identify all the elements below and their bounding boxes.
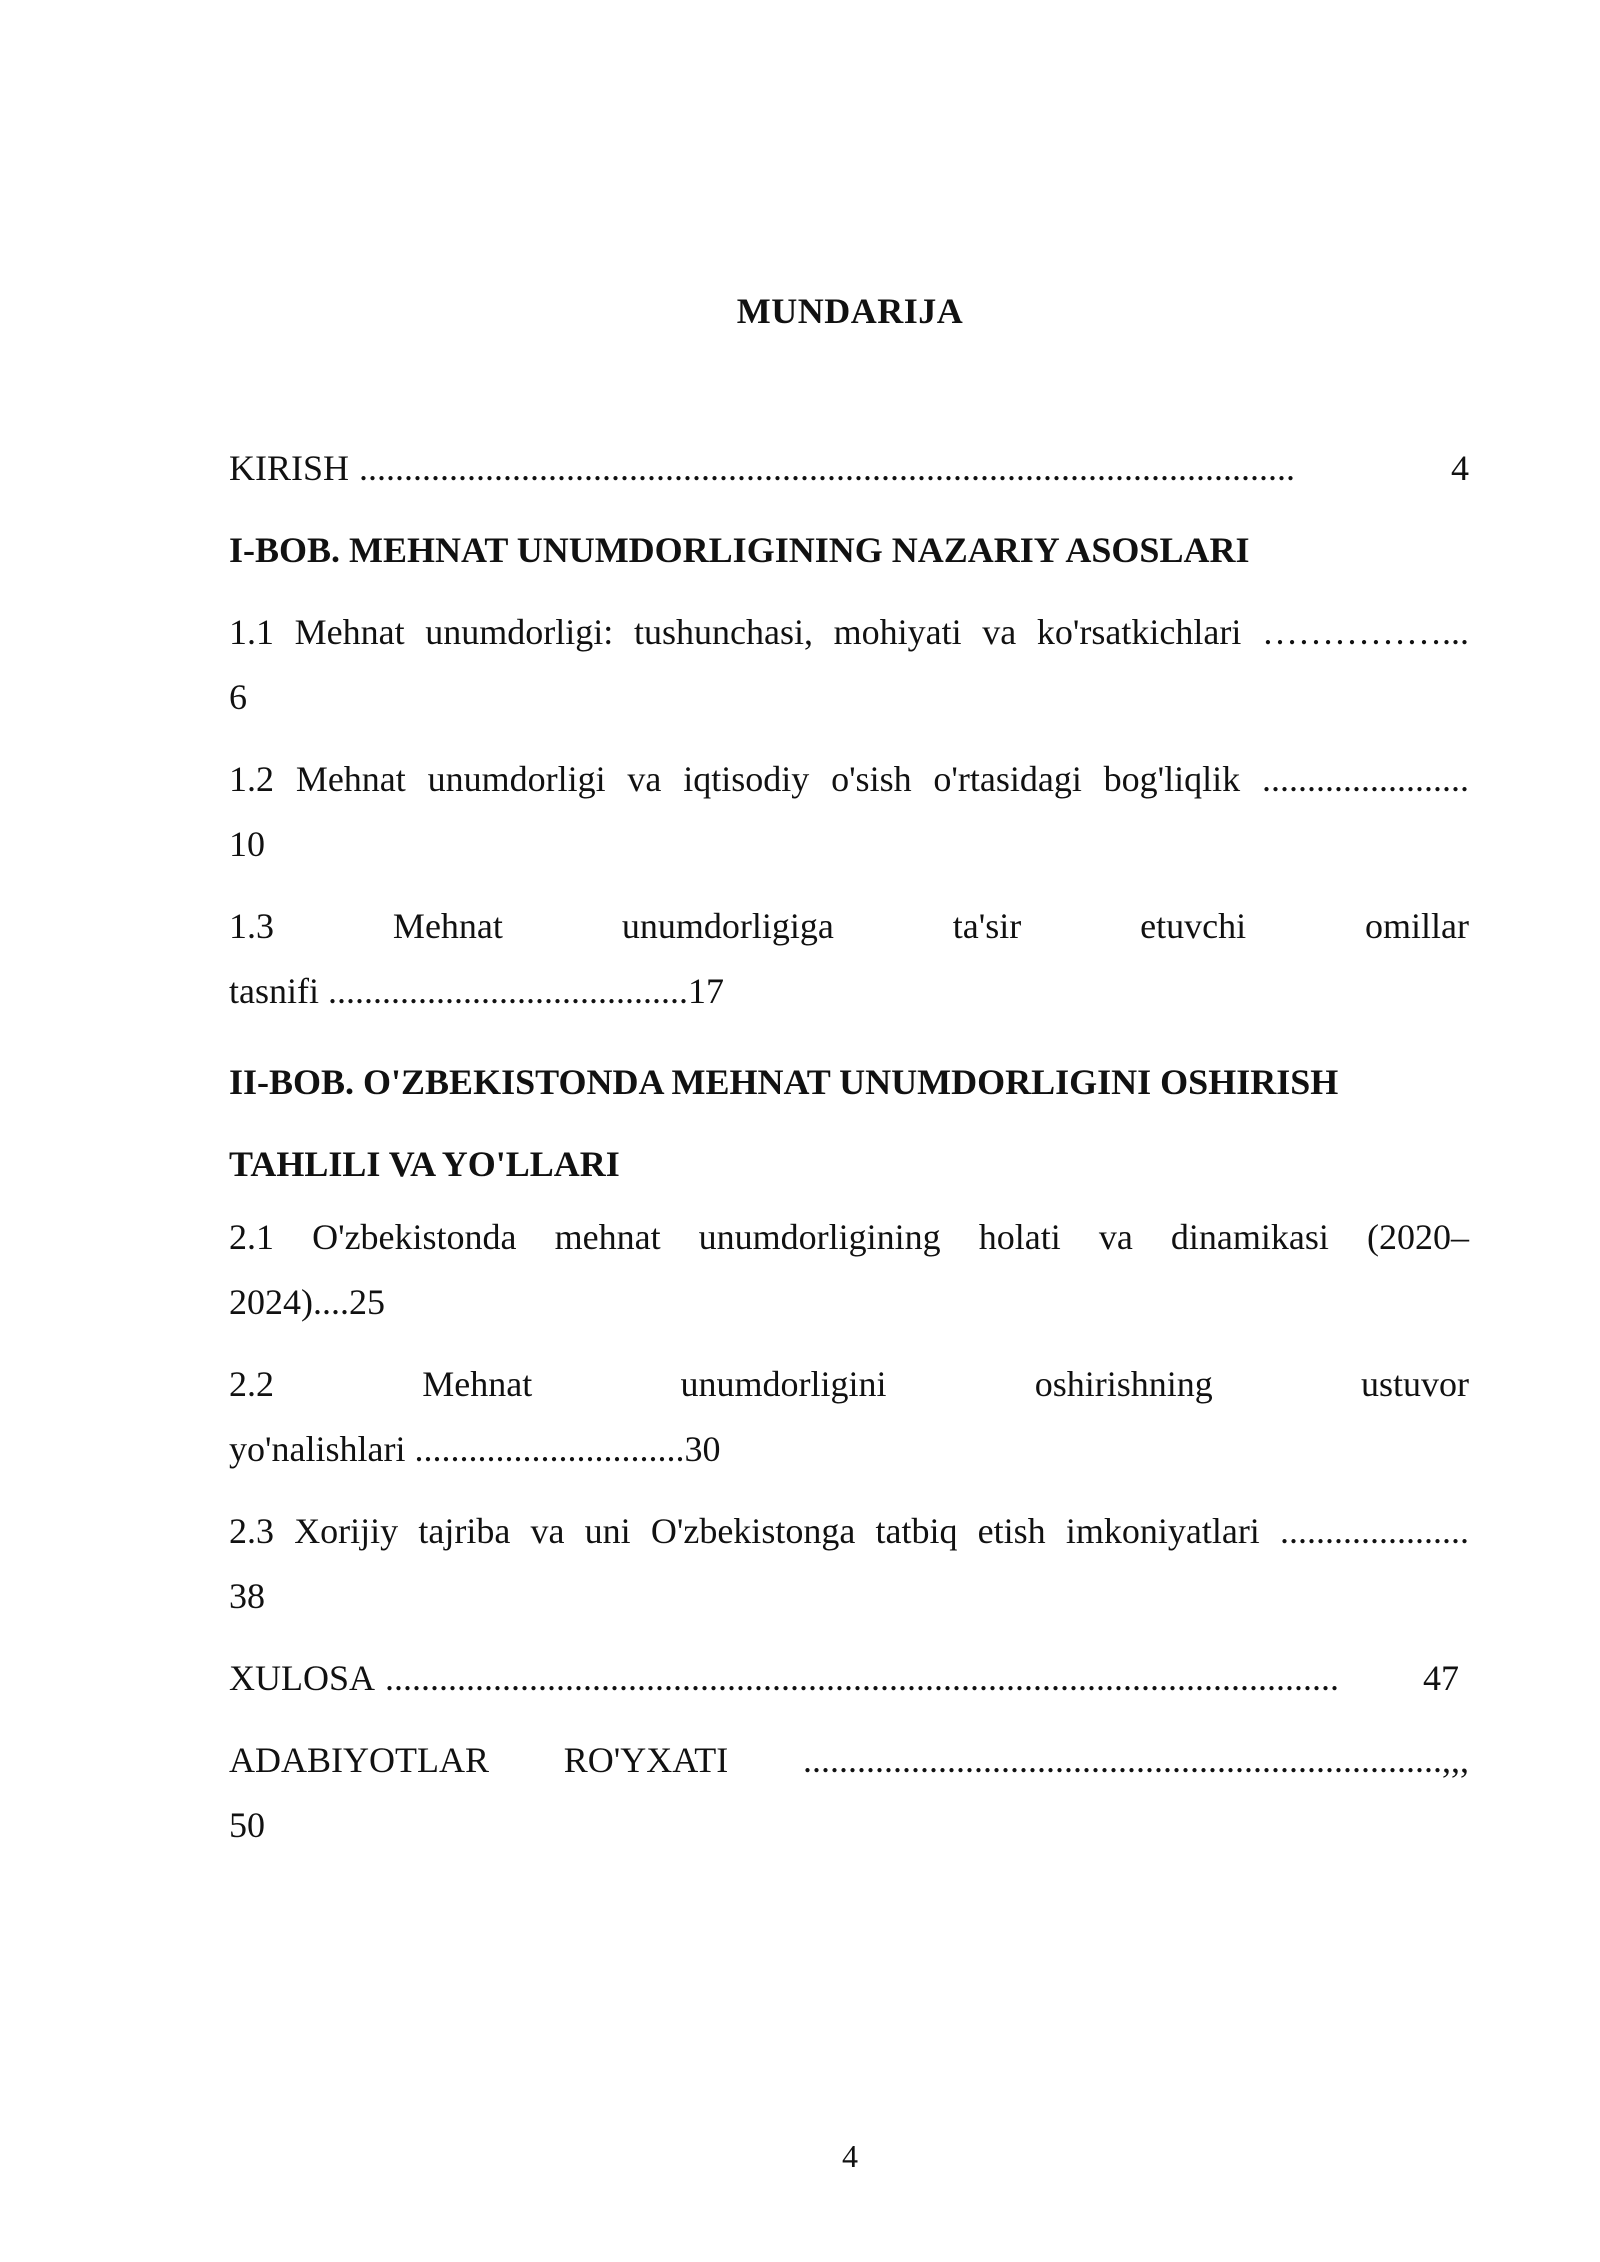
toc-leader-dots: ........................................................................................................ — [359, 448, 1296, 488]
toc-entry-text-continued: yo'nalishlari ..............................30 — [229, 1429, 721, 1469]
toc-entry-text: 2.1 O'zbekistonda mehnat unumdorligining holati va dinamikasi (2020– — [229, 1217, 1469, 1257]
toc-entry-adabiyotlar[interactable] — [229, 1728, 1469, 1858]
toc-chapter-2-heading[interactable] — [229, 1041, 1469, 1205]
toc-entry-text: 1.1 Mehnat unumdorligi: tushunchasi, mohiyati va ko'rsatkichlari ……………... — [229, 612, 1469, 652]
toc-chapter-1-heading[interactable]: I-BOB. MEHNAT UNUMDORLIGINING NAZARIY ASOSLARI — [229, 530, 1250, 570]
toc-entry-2-1[interactable] — [229, 1205, 1469, 1335]
toc-label: XULOSA — [229, 1658, 376, 1698]
toc-entry-2-2[interactable] — [229, 1352, 1469, 1482]
table-of-contents — [229, 436, 1469, 1875]
toc-entry-text-continued: tasnifi ........................................17 — [229, 971, 724, 1011]
toc-page-number: 10 — [229, 824, 265, 864]
toc-entry-text-continued: 2024)....25 — [229, 1282, 385, 1322]
toc-page-number: 4 — [1451, 448, 1469, 488]
toc-entry-1-2[interactable] — [229, 747, 1469, 877]
toc-page-number: 38 — [229, 1576, 265, 1616]
footer-page-number: 4 — [842, 2138, 858, 2174]
toc-chapter-2-line-2: TAHLILI VA YO'LLARI — [229, 1144, 620, 1184]
toc-entry-text: 2.2 Mehnat unumdorligini oshirishning ustuvor — [229, 1364, 1469, 1404]
page-title: MUNDARIJA — [736, 291, 964, 331]
toc-page-number: 47 — [1423, 1658, 1459, 1698]
toc-entry-1-1[interactable] — [229, 600, 1469, 730]
toc-entry-text: 1.2 Mehnat unumdorligi va iqtisodiy o'sish o'rtasidagi bog'liqlik ....................... — [229, 759, 1469, 799]
toc-entry-xulosa[interactable] — [229, 1646, 1459, 1711]
toc-chapter-2-line-1: II-BOB. O'ZBEKISTONDA MEHNAT UNUMDORLIGINI OSHIRISH — [229, 1062, 1339, 1102]
toc-entry-1-3[interactable] — [229, 894, 1469, 1024]
toc-label: KIRISH — [229, 448, 350, 488]
toc-leader-dots: .......................................................................................................... — [385, 1658, 1340, 1698]
toc-entry-2-3[interactable] — [229, 1499, 1469, 1629]
toc-entry-kirish[interactable] — [229, 436, 1469, 501]
toc-entry-text: ADABIYOTLAR RO'YXATI .......................................................................,,, — [229, 1740, 1469, 1780]
toc-page-number: 50 — [229, 1805, 265, 1845]
toc-entry-text: 1.3 Mehnat unumdorligiga ta'sir etuvchi omillar — [229, 906, 1469, 946]
toc-entry-text: 2.3 Xorijiy tajriba va uni O'zbekistonga tatbiq etish imkoniyatlari ..................... — [229, 1511, 1469, 1551]
toc-page-number: 6 — [229, 677, 247, 717]
